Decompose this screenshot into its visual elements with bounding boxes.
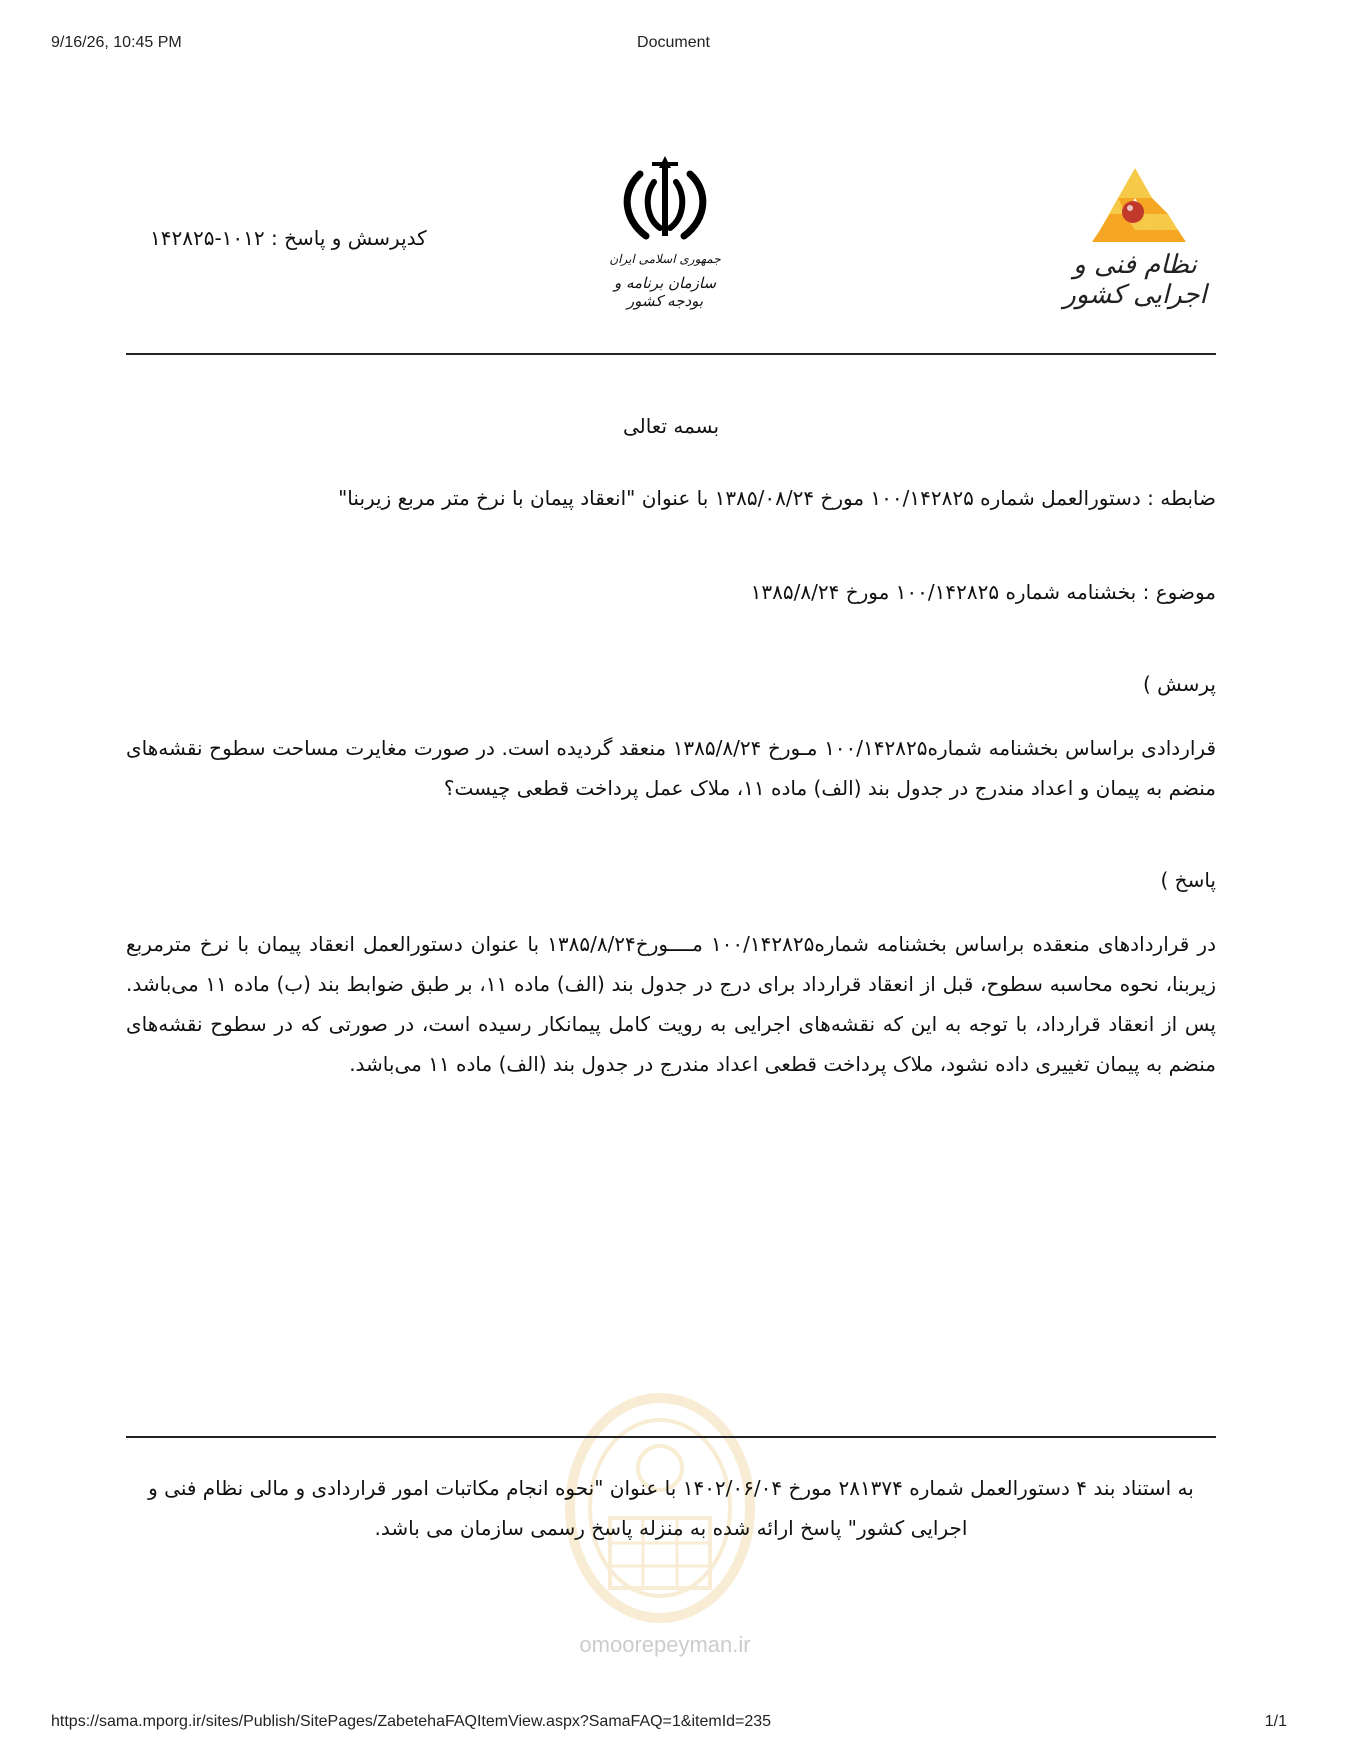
watermark-site: omoorepeyman.ir — [579, 1632, 751, 1657]
header-divider — [126, 353, 1216, 355]
emblem-line-1: جمهوری اسلامی ایران — [609, 252, 721, 266]
answer-text: در قراردادهای منعقده براساس بخشنامه شماره۱۰۰/۱۴۲۸۲۵ مــــورخ۱۳۸۵/۸/۲۴ با عنوان دستورالعمل انعقاد پیمان با نرخ مترمربع زیربنا، نحوه محاسبه سطوح، قبل از انعقاد قرارداد برای درج در جدول بند (الف) ماده ۱۱، بر طبق ضوابط بند (ب) ماده ۱۱ می‌باشد. پس از انعقاد قرارداد، با توجه به این که نقشه‌های اجرایی به رویت کامل پیمانکار رسیده است، در صورتی که در سطوح نقشه‌های منضم به پیمان تغییری داده نشود، ملاک پرداخت قطعی اعداد مندرج در جدول بند (الف) ماده ۱۱ می‌باشد. — [126, 932, 1216, 1076]
answer-heading: پاسخ ) — [1160, 868, 1216, 892]
print-title: Document — [637, 34, 710, 51]
official-note: به استناد بند ۴ دستورالعمل شماره ۲۸۱۳۷۴ مورخ ۱۴۰۲/۰۶/۰۴ با عنوان "نحوه انجام مکاتبات امور قراردادی و مالی نظام فنی و اجرایی کشور" پاسخ ارائه شده به منزله پاسخ رسمی سازمان می باشد. — [148, 1476, 1194, 1540]
page-url: https://sama.mporg.ir/sites/Publish/SitePages/ZabetehaFAQItemView.aspx?SamaFAQ=1&itemId=235 — [51, 1713, 772, 1730]
letterhead — [0, 150, 1347, 320]
print-date: 9/16/26, 10:45 PM — [51, 34, 182, 51]
invocation: بسمه تعالی — [622, 414, 720, 438]
print-footer — [0, 1713, 1347, 1737]
emblem — [600, 156, 730, 310]
pyramid-logo-icon — [1040, 150, 1230, 250]
brand-logo — [1040, 150, 1230, 310]
brand-text: نظام فنی و اجرایی کشور — [1063, 250, 1207, 310]
regulation-line: ضابطه : دستورالعمل شماره ۱۰۰/۱۴۲۸۲۵ مورخ ۱۳۸۵/۰۸/۲۴ با عنوان "انعقاد پیمان با نرخ متر مربع زیربنا" — [338, 486, 1216, 510]
page-number: 1/1 — [1264, 1713, 1287, 1730]
question-text: قراردادی براساس بخشنامه شماره۱۰۰/۱۴۲۸۲۵ مـورخ ۱۳۸۵/۸/۲۴ منعقد گردیده است. در صورت مغایرت مساحت سطوح نقشه‌های منضم به پیمان و اعداد مندرج در جدول بند (الف) ماده ۱۱، ملاک عمل پرداخت قطعی چیست؟ — [126, 736, 1217, 800]
iran-emblem-icon — [600, 156, 730, 248]
question-code: کدپرسش و پاسخ : ۱۰۱۲-۱۴۲۸۲۵ — [150, 226, 427, 250]
print-header — [0, 34, 1347, 58]
subject-line: موضوع : بخشنامه شماره ۱۰۰/۱۴۲۸۲۵ مورخ ۱۳۸۵/۸/۲۴ — [750, 580, 1216, 604]
question-heading: پرسش ) — [1142, 672, 1216, 696]
footer-divider — [126, 1436, 1216, 1438]
emblem-line-2: سازمان برنامه و بودجه کشور — [613, 274, 717, 310]
